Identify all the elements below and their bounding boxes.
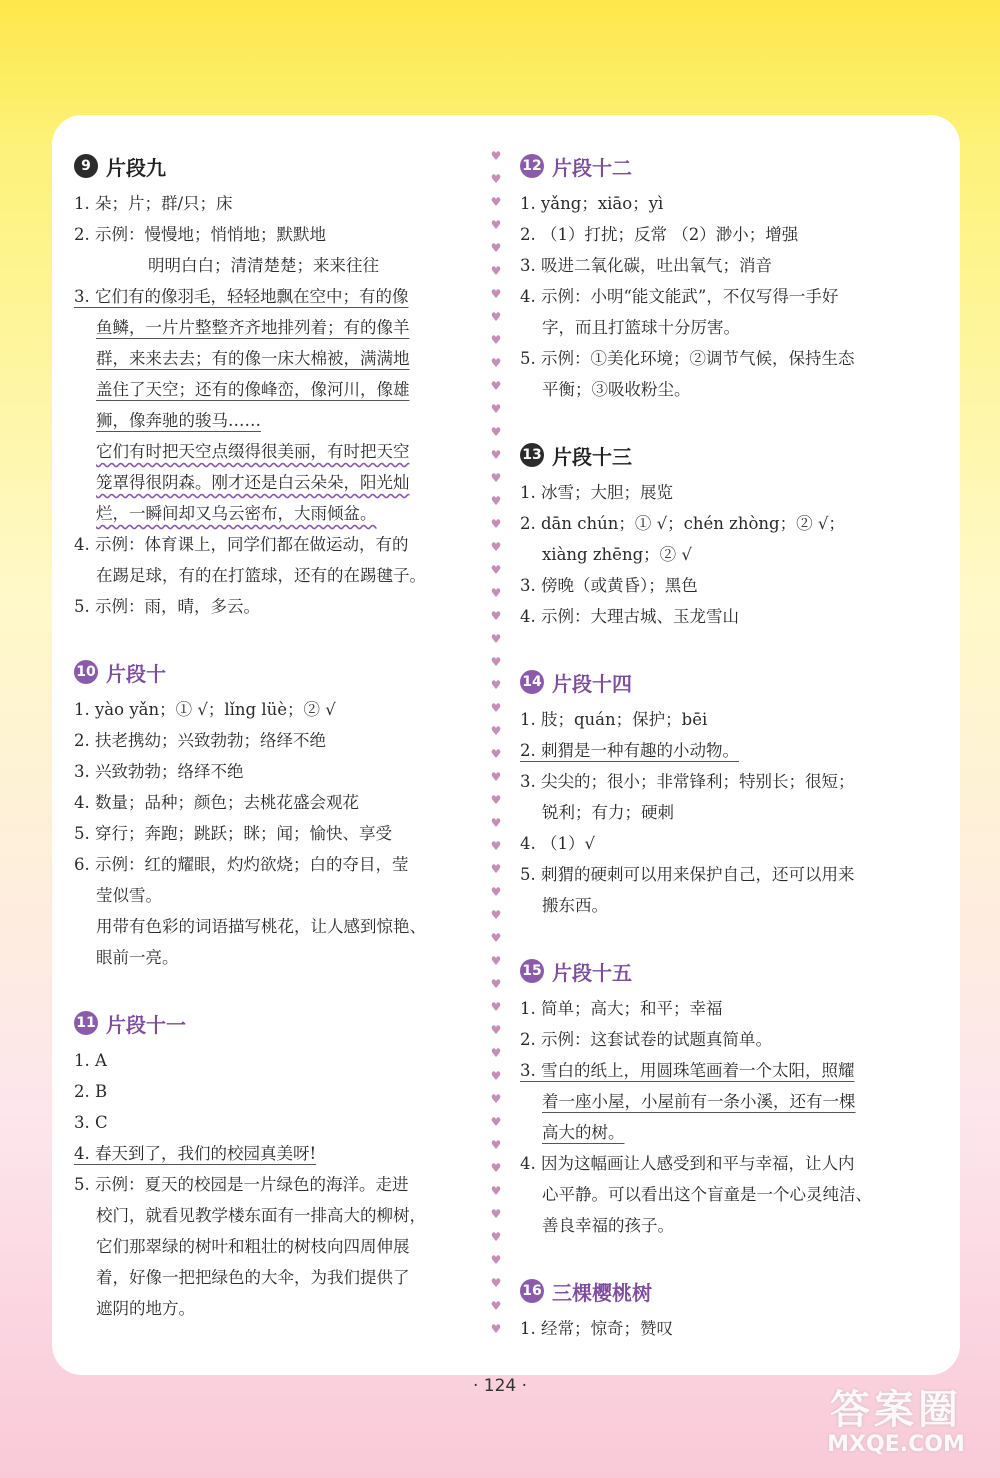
answer-line: 在踢足球，有的在打篮球，还有的在踢毽子。 [96,566,426,585]
answer-line: 明明白白；清清楚楚；来来往往 [148,256,379,275]
answer-line: 2. 扶老携幼；兴致勃勃；络绎不绝 [74,731,326,750]
heart-icon: ♥ [490,724,502,738]
heart-icon: ♥ [490,195,502,209]
heart-icon: ♥ [490,287,502,301]
answer-line: 笼罩得很阴森。刚才还是白云朵朵，阳光灿 [96,473,410,492]
heart-icon: ♥ [490,655,502,669]
section-title: 片段十五 [552,960,632,985]
answer-line: 2. 刺猬是一种有趣的小动物。 [520,741,739,760]
answer-line: 5. 示例：雨，晴，多云。 [74,597,260,616]
heart-icon: ♥ [490,425,502,439]
answer-line: 3. 吸进二氧化碳，吐出氧气；消音 [520,256,772,275]
answer-line: 5. 刺猬的硬刺可以用来保护自己，还可以用来 [520,865,855,884]
heart-icon: ♥ [490,241,502,255]
answer-line: 字，而且打篮球十分厉害。 [542,318,740,337]
section-number-badge: 9 [74,154,98,178]
heart-icon: ♥ [490,471,502,485]
heart-icon: ♥ [490,310,502,324]
answer-line: 1. 朵；片；群/只；床 [74,194,233,213]
heart-icon: ♥ [490,1115,502,1129]
answer-line: 2. B [74,1082,108,1101]
answer-line: 烂，一瞬间却又乌云密布，大雨倾盆。 [96,504,377,523]
heart-icon: ♥ [490,678,502,692]
section-header [520,439,930,471]
answer-line: 3. 它们有的像羽毛，轻轻地飘在空中；有的像 [74,287,409,306]
section-title: 三棵樱桃树 [552,1280,652,1305]
answer-line: 心平静。可以看出这个盲童是一个心灵纯洁、 [542,1185,872,1204]
heart-icon: ♥ [490,908,502,922]
answer-line: xiàng zhēng；② √ [542,545,692,564]
heart-icon: ♥ [490,931,502,945]
answer-line: 1. A [74,1051,107,1070]
heart-divider [486,150,506,1350]
heart-icon: ♥ [490,816,502,830]
answer-line: 狮，像奔驰的骏马…… [96,411,261,430]
section-header [74,150,474,182]
watermark [806,1388,986,1468]
answer-line: 它们有时把天空点缀得很美丽，有时把天空 [96,442,410,461]
section-title: 片段十三 [552,444,632,469]
answer-line: 善良幸福的孩子。 [542,1216,674,1235]
heart-icon: ♥ [490,1276,502,1290]
answer-section [74,150,474,622]
section-number-badge: 16 [520,1279,544,1303]
section-header [74,1007,474,1039]
heart-icon: ♥ [490,1138,502,1152]
answer-line: 1. 冰雪；大胆；展览 [520,483,673,502]
answer-line: 用带有色彩的词语描写桃花，让人感到惊艳、 [96,917,426,936]
answer-line: 6. 示例：红的耀眼，灼灼欲烧；白的夺目，莹 [74,855,409,874]
answer-line: 1. yǎng；xiāo；yì [520,194,664,213]
heart-icon: ♥ [490,701,502,715]
answer-section [520,955,930,1241]
answer-line: 5. 示例：夏天的校园是一片绿色的海洋。走进 [74,1175,409,1194]
answer-line: 它们那翠绿的树叶和粗壮的树枝向四周伸展 [96,1237,410,1256]
answer-section [520,439,930,632]
answer-line: 2. 示例：这套试卷的试题真简单。 [520,1030,772,1049]
section-header [520,955,930,987]
heart-icon: ♥ [490,333,502,347]
heart-icon: ♥ [490,1322,502,1336]
answer-line: 平衡；③吸收粉尘。 [542,380,691,399]
section-title: 片段九 [106,155,166,180]
heart-icon: ♥ [490,264,502,278]
heart-icon: ♥ [490,149,502,163]
answer-section [74,656,474,973]
heart-icon: ♥ [490,494,502,508]
section-header [520,1275,930,1307]
answer-line: 莹似雪。 [96,886,162,905]
section-number-badge: 12 [520,154,544,178]
answer-line: 着一座小屋，小屋前有一条小溪，还有一棵 [542,1092,856,1111]
section-header [520,150,930,182]
left-column [74,150,474,1358]
section-header [74,656,474,688]
answer-line: 鱼鳞，一片片整整齐齐地排列着；有的像羊 [96,318,410,337]
heart-icon: ♥ [490,172,502,186]
section-number-badge: 13 [520,443,544,467]
answer-line: 眼前一亮。 [96,948,179,967]
heart-icon: ♥ [490,402,502,416]
right-column [520,150,930,1378]
answer-line: 3. 雪白的纸上，用圆珠笔画着一个太阳，照耀 [520,1061,855,1080]
heart-icon: ♥ [490,563,502,577]
answer-line: 着，好像一把把绿色的大伞，为我们提供了 [96,1268,410,1287]
heart-icon: ♥ [490,1069,502,1083]
answer-line: 4. 示例：体育课上，同学们都在做运动，有的 [74,535,409,554]
heart-icon: ♥ [490,517,502,531]
heart-icon: ♥ [490,839,502,853]
heart-icon: ♥ [490,540,502,554]
watermark-url: MXQE.COM [827,1432,965,1457]
heart-icon: ♥ [490,218,502,232]
answer-line: 4. 示例：大理古城、玉龙雪山 [520,607,739,626]
section-title: 片段十一 [106,1012,186,1037]
answer-line: 5. 示例：①美化环境；②调节气候，保持生态 [520,349,855,368]
heart-icon: ♥ [490,1184,502,1198]
section-number-badge: 14 [520,670,544,694]
answer-line: 3. 兴致勃勃；络绎不绝 [74,762,244,781]
heart-icon: ♥ [490,609,502,623]
heart-icon: ♥ [490,885,502,899]
answer-line: 1. 肢；quán；保护；bēi [520,710,708,729]
answer-line: 遮阴的地方。 [96,1299,195,1318]
answer-line: 4. 春天到了，我们的校园真美呀! [74,1144,317,1163]
heart-icon: ♥ [490,1299,502,1313]
section-header [520,666,930,698]
answer-line: 3. 尖尖的；很小；非常锋利；特别长；很短； [520,772,855,791]
answer-line: 3. C [74,1113,108,1132]
heart-icon: ♥ [490,586,502,600]
answer-line: 2. 示例：慢慢地；悄悄地；默默地 [74,225,326,244]
answer-line: 校门，就看见教学楼东面有一排高大的柳树， [96,1206,426,1225]
answer-line: 3. 傍晚（或黄昏）；黑色 [520,576,698,595]
page-number: · 124 · [472,1376,528,1396]
answer-line: 1. 经常；惊奇；赞叹 [520,1319,673,1338]
answer-line: 4. 因为这幅画让人感受到和平与幸福，让人内 [520,1154,855,1173]
heart-icon: ♥ [490,448,502,462]
answer-line: 锐利；有力；硬刺 [542,803,674,822]
heart-icon: ♥ [490,1161,502,1175]
answer-section [74,1007,474,1324]
heart-icon: ♥ [490,1000,502,1014]
answer-line: 2. （1）打扰；反常 （2）渺小；增强 [520,225,799,244]
section-number-badge: 15 [520,959,544,983]
heart-icon: ♥ [490,632,502,646]
answer-line: 高大的树。 [542,1123,625,1142]
watermark-logo: 答案圈 [830,1387,962,1433]
answer-line: 4. 数量；品种；颜色；去桃花盛会观花 [74,793,359,812]
answer-line: 盖住了天空；还有的像峰峦，像河川，像雄 [96,380,410,399]
heart-icon: ♥ [490,977,502,991]
heart-icon: ♥ [490,1207,502,1221]
answer-line: 5. 穿行；奔跑；跳跃；眯；闻；愉快、享受 [74,824,392,843]
heart-icon: ♥ [490,793,502,807]
heart-icon: ♥ [490,1253,502,1267]
heart-icon: ♥ [490,1230,502,1244]
answer-line: 1. yào yǎn；① √；lǐng lüè；② √ [74,700,336,719]
section-number-badge: 11 [74,1011,98,1035]
answer-line: 搬东西。 [542,896,608,915]
heart-icon: ♥ [490,379,502,393]
answer-line: 群，来来去去；有的像一床大棉被，满满地 [96,349,410,368]
heart-icon: ♥ [490,1092,502,1106]
heart-icon: ♥ [490,770,502,784]
answer-line: 4. （1）√ [520,834,595,853]
section-title: 片段十 [106,661,166,686]
heart-icon: ♥ [490,1023,502,1037]
answer-section [520,150,930,405]
answer-line: 2. dān chún；① √；chén zhòng；② √； [520,514,845,533]
answer-line: 4. 示例：小明“能文能武”，不仅写得一手好 [520,287,839,306]
heart-icon: ♥ [490,862,502,876]
section-title: 片段十四 [552,671,632,696]
section-title: 片段十二 [552,155,632,180]
heart-icon: ♥ [490,356,502,370]
heart-icon: ♥ [490,1046,502,1060]
answer-line: 1. 简单；高大；和平；幸福 [520,999,723,1018]
section-number-badge: 10 [74,660,98,684]
heart-icon: ♥ [490,747,502,761]
heart-icon: ♥ [490,954,502,968]
answer-section [520,666,930,921]
answer-section [520,1275,930,1344]
